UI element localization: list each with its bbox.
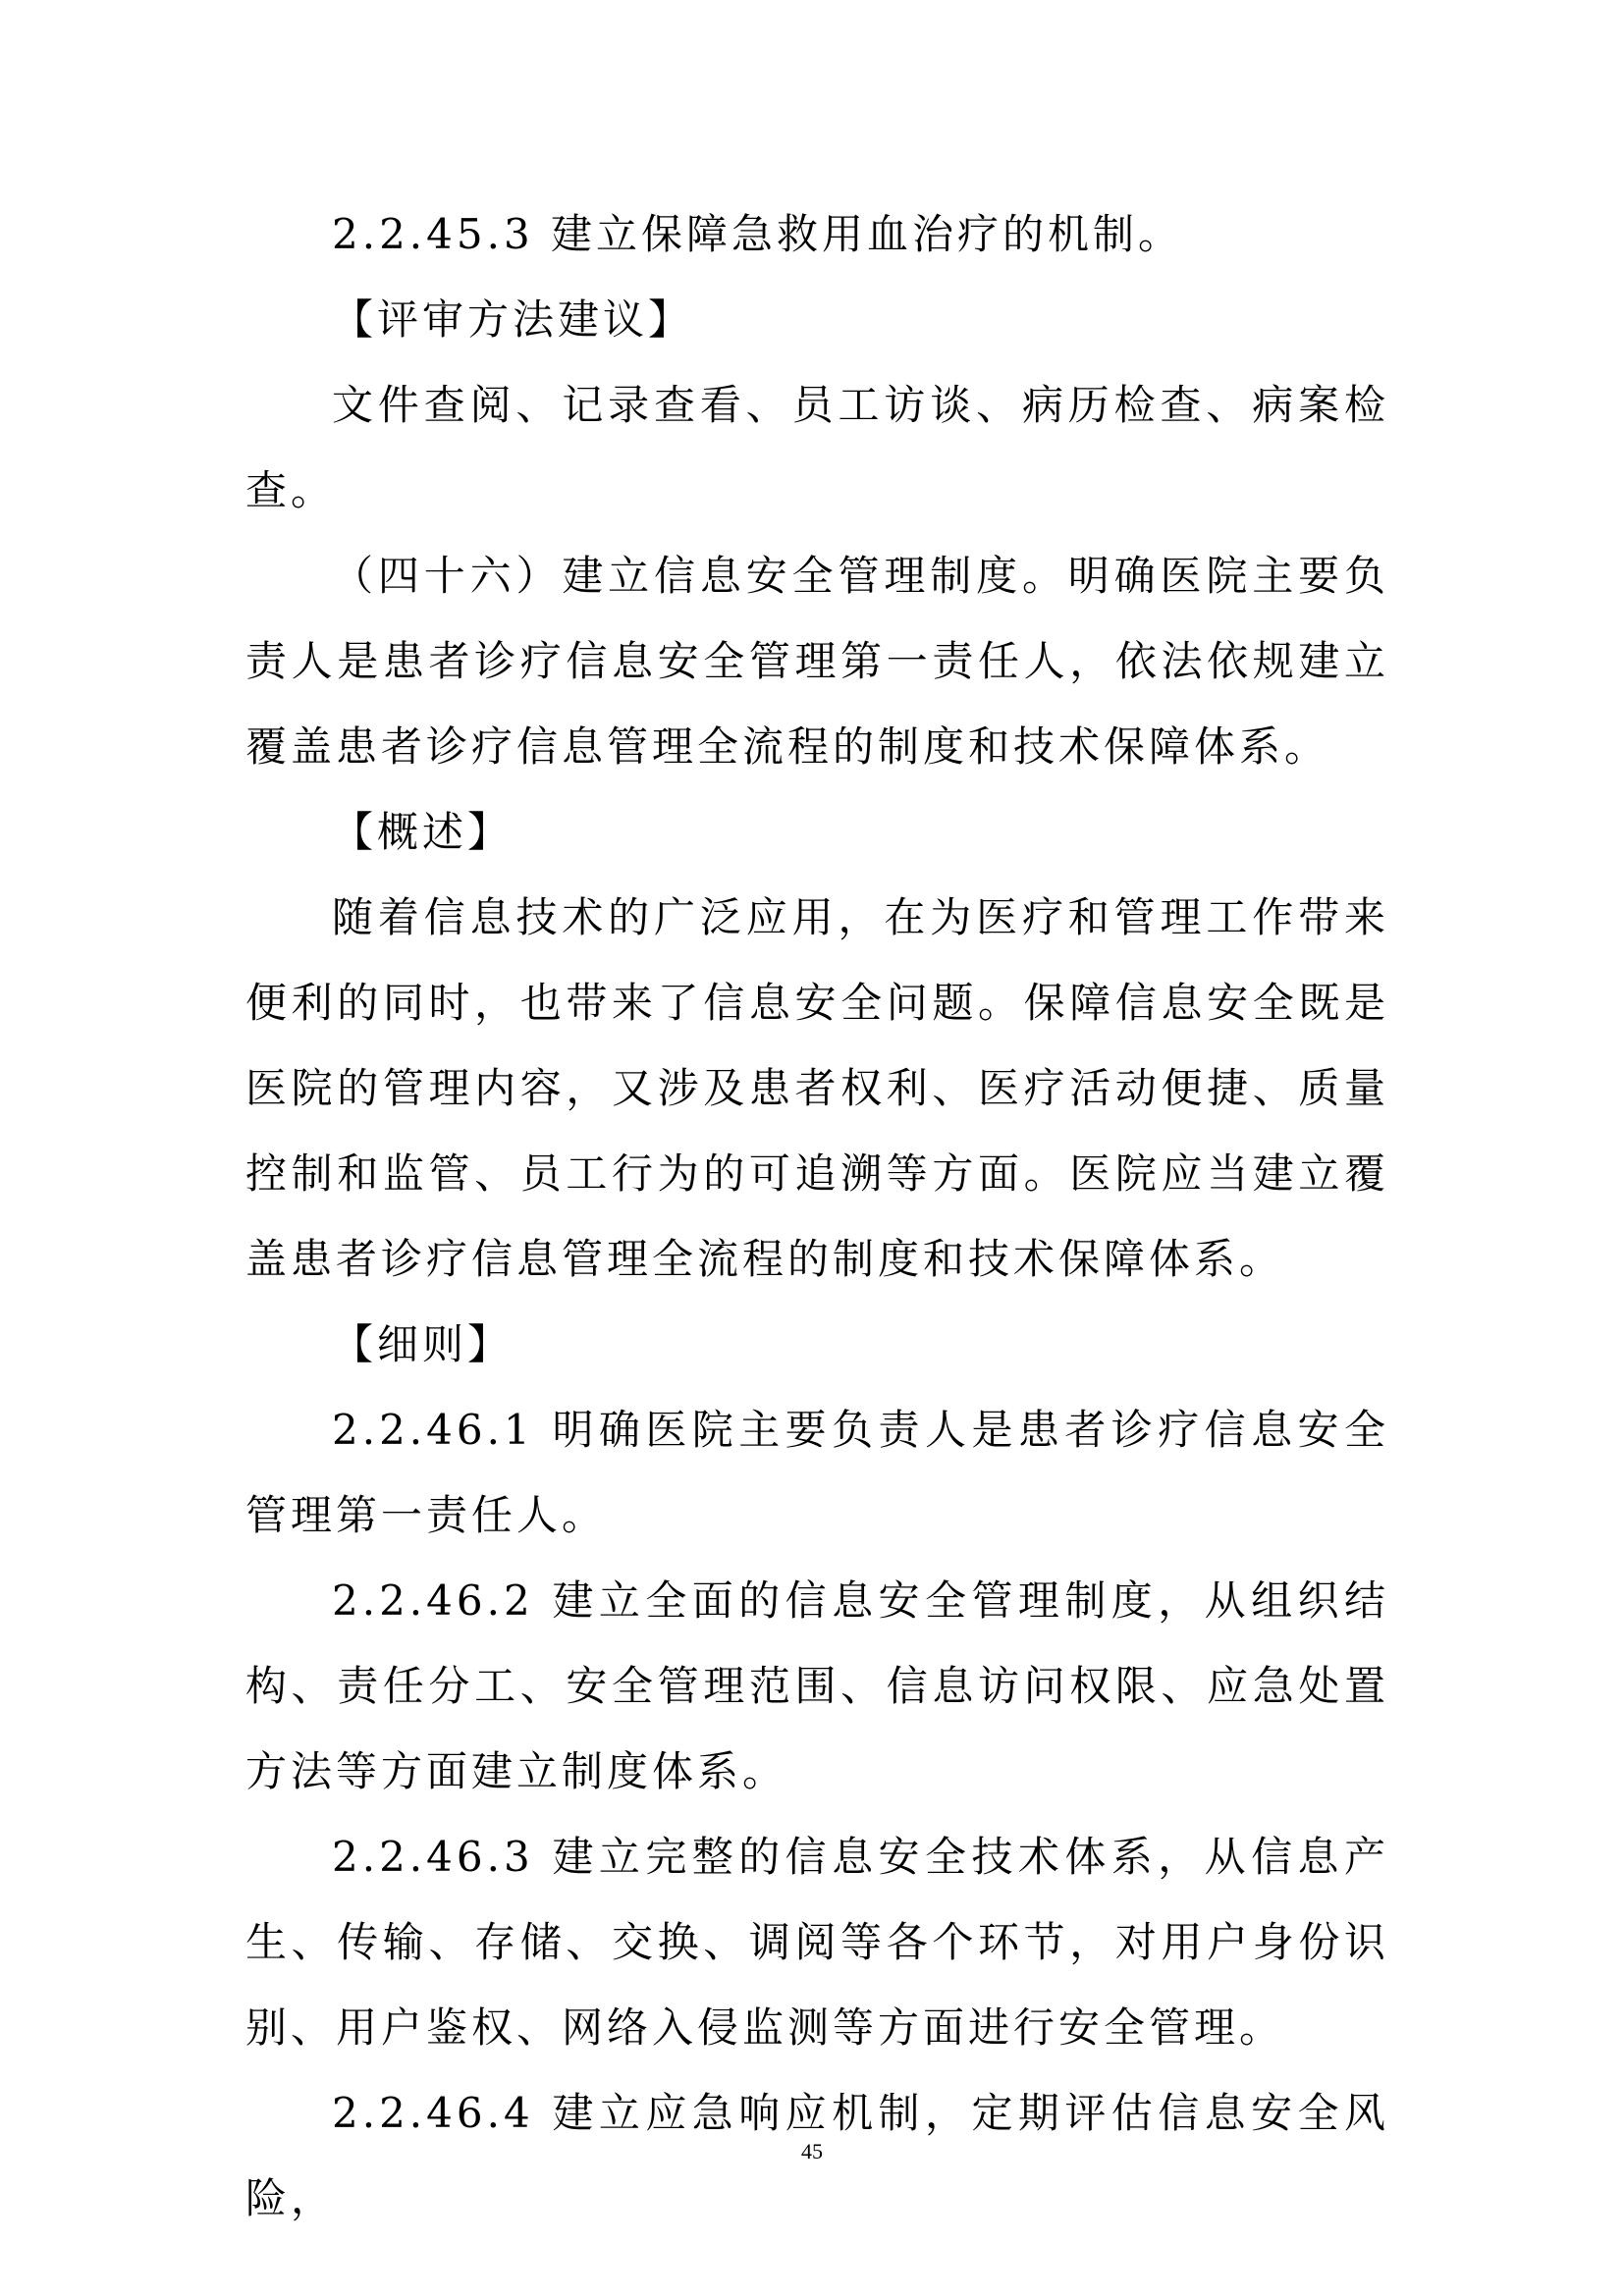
heading-overview: 【概述】 <box>332 808 514 856</box>
page-number: 45 <box>801 2139 823 2163</box>
heading-review-method: 【评审方法建议】 <box>332 295 694 344</box>
section-46-title: （四十六）建立信息安全管理制度。明确医院主要负责人是患者诊疗信息安全管理第一责任人，依法依规建立覆盖患者诊疗信息管理全流程的制度和技术保障体系。 <box>245 552 1389 771</box>
document-body <box>245 191 1389 2241</box>
clause-2-2-46-2: 2.2.46.2 建立全面的信息安全管理制度，从组织结构、责任分工、安全管理范围、信息访问权限、应急处置方法等方面建立制度体系。 <box>245 1576 1389 1795</box>
clause-2-2-45-3: 2.2.45.3 建立保障急救用血治疗的机制。 <box>332 210 1184 258</box>
clause-2-2-46-4: 2.2.46.4 建立应急响应机制，定期评估信息安全风险， <box>245 2089 1389 2222</box>
overview-text: 随着信息技术的广泛应用，在为医疗和管理工作带来便利的同时，也带来了信息安全问题。保障信息安全既是医院的管理内容，又涉及患者权利、医疗活动便捷、质量控制和监管、员工行为的可追溯等方面。医院应当建立覆盖患者诊疗信息管理全流程的制度和技术保障体系。 <box>245 893 1389 1283</box>
review-method-text: 文件查阅、记录查看、员工访谈、病历检查、病案检查。 <box>245 381 1389 514</box>
clause-2-2-46-1: 2.2.46.1 明确医院主要负责人是患者诊疗信息安全管理第一责任人。 <box>245 1406 1389 1539</box>
heading-details: 【细则】 <box>332 1320 514 1368</box>
clause-2-2-46-3: 2.2.46.3 建立完整的信息安全技术体系，从信息产生、传输、存储、交换、调阅等各个环节，对用户身份识别、用户鉴权、网络入侵监测等方面进行安全管理。 <box>245 1833 1389 2052</box>
